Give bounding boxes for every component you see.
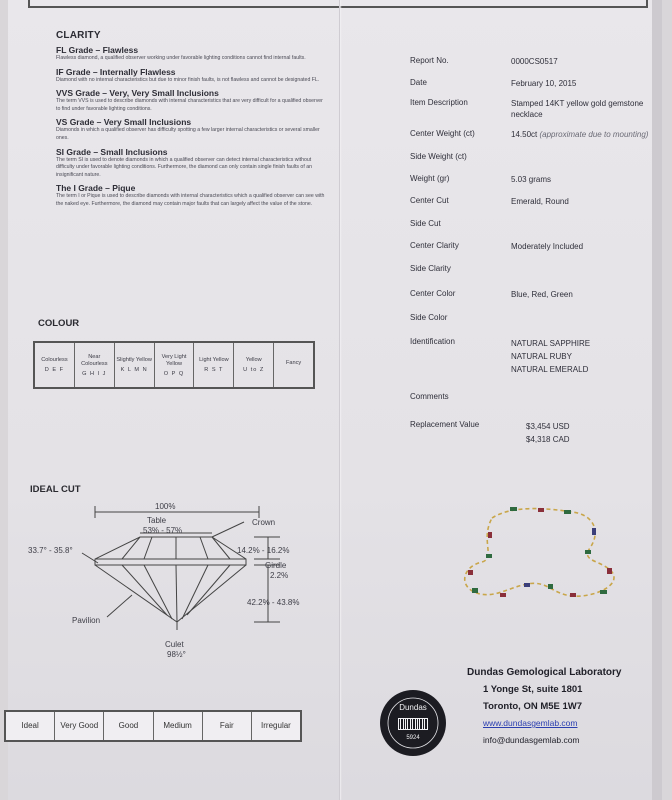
colour-scale-table xyxy=(33,341,315,389)
grade-title: SI Grade – Small Inclusions xyxy=(56,146,168,157)
colour-cell xyxy=(155,343,195,387)
colour-cell xyxy=(115,343,155,387)
cut-grade-medium: Medium xyxy=(154,712,203,740)
fold-line xyxy=(339,0,340,800)
colour-cell xyxy=(35,343,75,387)
colour-name: Fancy xyxy=(285,360,302,366)
top-frame xyxy=(28,0,648,8)
necklace-photo xyxy=(452,500,642,620)
colour-title: COLOUR xyxy=(38,318,80,329)
girdle-title-label: Girdle xyxy=(265,561,287,570)
cut-grade-ideal: Ideal xyxy=(6,712,55,740)
grade-title: FL Grade – Flawless xyxy=(56,45,139,55)
grade-title: VS Grade – Very Small Inclusions xyxy=(56,117,192,128)
center-weight-amount: 14.50ct xyxy=(511,130,538,139)
grade-text: The term VVS is used to describe diamonds with internal characteristics that are very difficult for a qualified observer to find under favorable lighting conditions. xyxy=(56,98,323,112)
comments-label: Comments xyxy=(410,392,449,401)
seal-text: Dundas xyxy=(399,703,427,712)
pavilion-depth-label: 42.2% - 43.8% xyxy=(247,598,300,607)
colour-grades: R S T xyxy=(204,367,224,373)
center-weight-label: Center Weight (ct) xyxy=(410,129,475,138)
clarity-grade-si xyxy=(56,147,326,180)
pavilion-label: Pavilion xyxy=(72,616,101,625)
replacement-usd: $3,454 USD xyxy=(526,422,570,431)
colour-grades: U to Z xyxy=(243,367,265,373)
colour-grades: O P Q xyxy=(163,370,185,377)
center-weight-note: (approximate due to mounting) xyxy=(539,130,649,139)
side-clarity-label: Side Clarity xyxy=(410,264,451,273)
table-title-label: Table xyxy=(147,516,167,525)
colour-name: Light Yellow xyxy=(199,357,229,363)
center-clarity-label: Center Clarity xyxy=(410,241,459,250)
page-edge xyxy=(652,0,662,800)
lab-website-link[interactable]: www.dundasgemlab.com xyxy=(483,718,578,728)
colour-cell xyxy=(274,343,313,387)
grade-title: VVS Grade – Very, Very Small Inclusions xyxy=(56,88,219,99)
clarity-grade-vvs xyxy=(56,88,326,113)
identification-line: NATURAL SAPPHIRE xyxy=(511,339,591,348)
culet-label: 98½° xyxy=(167,650,186,659)
clarity-grade-fl xyxy=(56,45,326,63)
grade-title: The I Grade – Pique xyxy=(56,183,136,194)
center-cut-value: Emerald, Round xyxy=(511,197,569,206)
cut-grade-irregular: Irregular xyxy=(261,721,291,730)
table-label: 53% - 57% xyxy=(143,526,183,535)
lab-address-line2: Toronto, ON M5E 1W7 xyxy=(483,701,583,712)
clarity-section xyxy=(56,30,326,209)
cut-grade-fair: Fair xyxy=(203,712,252,740)
date-label: Date xyxy=(410,78,427,87)
grade-text: Flawless diamond, a qualified observer working under favorable lighting conditions cannot find internal faults. xyxy=(56,55,306,61)
colour-cell xyxy=(194,343,234,387)
clarity-grade-i xyxy=(56,183,326,208)
cut-grade-very-good: Very Good xyxy=(55,712,104,740)
width-label: 100% xyxy=(155,502,176,511)
crown-label: Crown xyxy=(252,518,276,527)
identification-line: NATURAL RUBY xyxy=(511,352,572,361)
replacement-cad: $4,318 CAD xyxy=(526,435,570,444)
lab-seal-logo xyxy=(378,688,448,758)
lab-contact-block xyxy=(467,664,622,749)
side-weight-label: Side Weight (ct) xyxy=(410,152,467,161)
cut-grade-table xyxy=(4,710,302,742)
colour-grades: K L M N xyxy=(120,367,148,373)
replacement-value-label: Replacement Value xyxy=(410,420,480,429)
item-description-label: Item Description xyxy=(410,98,468,107)
report-number-value: 0000CS0517 xyxy=(511,57,558,66)
lab-email[interactable]: info@dundasgemlab.com xyxy=(483,735,580,745)
replacement-value xyxy=(526,420,666,446)
identification-label: Identification xyxy=(410,337,455,346)
center-color-label: Center Color xyxy=(410,289,456,298)
colour-cell xyxy=(75,343,115,387)
grade-text: Diamonds in which a qualified observer has difficulty spotting a few larger internal characteristics or several smaller ones. xyxy=(56,127,320,141)
crown-angle-label: 33.7° - 35.8° xyxy=(28,546,73,555)
colour-name: Slightly Yellow xyxy=(116,357,152,363)
center-clarity-value: Moderately Included xyxy=(511,242,584,251)
grade-text: Diamond with no internal characteristics but due to minor finish faults, is not flawless and cannot be designated FL. xyxy=(56,76,320,83)
clarity-grade-vs xyxy=(56,117,326,142)
seal-number: 5924 xyxy=(406,735,420,741)
cut-grade-good: Good xyxy=(104,712,153,740)
colour-name: Yellow xyxy=(245,357,262,363)
colour-grades: D E F xyxy=(44,367,65,373)
item-description-value: Stamped 14KT yellow gold gemstone necklace xyxy=(511,99,644,119)
lab-name: Dundas Gemological Laboratory xyxy=(467,667,622,678)
center-color-value: Blue, Red, Green xyxy=(511,290,573,299)
colour-grades: G H I J xyxy=(82,370,107,377)
side-cut-label: Side Cut xyxy=(410,219,441,228)
weight-gr-label: Weight (gr) xyxy=(410,174,450,183)
identification-line: NATURAL EMERALD xyxy=(511,365,589,374)
weight-gr-value: 5.03 grams xyxy=(511,175,552,184)
culet-title-label: Culet xyxy=(165,640,184,649)
clarity-title: CLARITY xyxy=(56,30,101,41)
lab-address-line1: 1 Yonge St, suite 1801 xyxy=(483,684,583,695)
date-value: February 10, 2015 xyxy=(511,79,577,88)
colour-cell xyxy=(234,343,274,387)
grade-text: The term I or Pique is used to describe diamonds with internal characteristics which a qualified observer can see with the naked eye. Furthermore, the diamond may contain major faults that can largely affect the value of the stone. xyxy=(56,193,325,207)
grade-text: The term SI is used to denote diamonds in which a qualified observer can detect internal characteristics without difficulty under favorable lighting conditions. Furthermore, the diamond can only contain single finish faults of an insignificant nature. xyxy=(56,156,312,178)
colour-name: Near Colourless xyxy=(81,353,108,367)
center-weight-value xyxy=(511,129,651,140)
ideal-cut-title: IDEAL CUT xyxy=(30,484,81,495)
center-cut-label: Center Cut xyxy=(410,196,449,205)
girdle-label: 2.2% xyxy=(270,571,289,580)
crown-height-label: 14.2% - 16.2% xyxy=(237,546,290,555)
colour-name: Colourless xyxy=(41,357,68,363)
identification-value xyxy=(511,337,651,376)
side-color-label: Side Color xyxy=(410,313,448,322)
clarity-grade-if xyxy=(56,67,326,85)
grade-title: IF Grade – Internally Flawless xyxy=(56,66,176,77)
colour-name: Very Light Yellow xyxy=(161,353,187,367)
report-number-label: Report No. xyxy=(410,56,449,65)
